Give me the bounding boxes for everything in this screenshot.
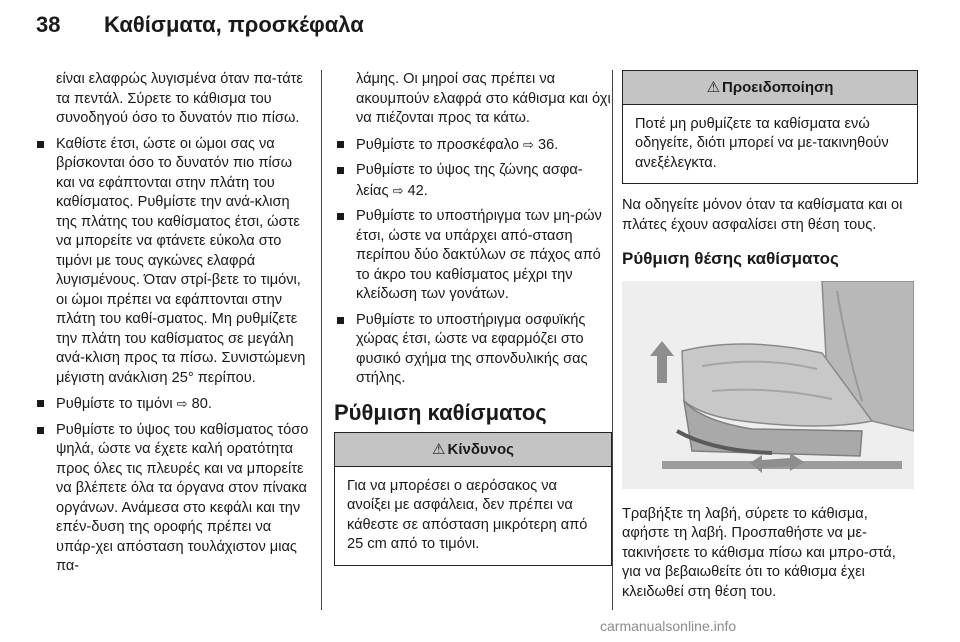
bullet-icon [337,213,344,220]
list-item-text: Καθίστε έτσι, ώστε οι ώμοι σας να βρίσκονται όσο το δυνατόν πιο πίσω και να εφάπτονται στην πλάτη του καθίσματος. Ρυθμίστε την ανά-κλιση της πλάτης του καθίσματος έτσι, ώστε να μπορείτε να φτάνετε εύκολα στο τιμόνι με τους αγκώνες ελαφρά λυγισμένους. Όταν στρί-βετε το τιμόνι, οι ώμοι πρέπει να εφάπτονται στην πλάτη του καθί-σματος. Μη ρυθμίζετε την πλάτη του καθίσματος σε μεγάλη ανά-κλιση προς τα πίσω. Συνιστώμενη μέγιστη ανάκλιση 25° περίπου. [56,135,306,386]
page-reference[interactable]: 36. [537,136,559,153]
ref-arrow-icon[interactable]: ⇨ [523,136,534,152]
list-item [34,394,312,415]
seat-diagram [622,281,914,489]
list-item-text: Ρυθμίστε το ύψος της ζώνης ασφα-λείας [356,162,583,199]
column-middle [334,70,612,576]
continued-paragraph: λάμης. Οι μηροί σας πρέπει να ακουμπούν ελαφρά στο κάθισμα και όχι να πιέζονται προς τα κάτω. [356,71,611,126]
list-item [34,135,312,389]
ref-arrow-icon[interactable]: ⇨ [392,182,404,198]
list-item-text: Ρυθμίστε το υποστήριγμα οσφυϊκής χώρας έτσι, ώστε να εφαρμόζει στο φυσικό σχήμα της σπονδυλικής σας στήλης. [356,311,588,386]
bullet-icon [37,141,44,148]
page-reference[interactable]: 80. [191,396,212,412]
section-heading: Ρύθμιση καθίσματος [334,399,547,425]
page-header [0,0,960,58]
subsection-heading: Ρύθμιση θέσης καθίσματος [622,249,839,268]
page-reference[interactable]: 42. [407,182,428,199]
paragraph: Τραβήξτε τη λαβή, σύρετε το κάθισμα, αφήστε τη λαβή. Προσπαθήστε να με-τακινήσετε το κάθισμα πίσω και μπρο-στά, για να βεβαιωθείτε ότι το κάθισμα έχει κλειδωθεί στη θέση του. [622,505,896,600]
column-right [622,70,918,608]
bullet-icon [337,317,344,324]
warning-box [622,70,918,184]
list-item [334,135,612,156]
list-item-text: Ρυθμίστε το προσκέφαλο [356,136,523,153]
list-item [334,207,612,305]
danger-title: Κίνδυνος [447,441,514,458]
list-item [34,421,312,577]
list-item-text: Ρυθμίστε το τιμόνι [56,396,177,412]
warning-title: Προειδοποίηση [722,79,834,96]
warning-triangle-icon: ⚠ [706,79,721,96]
column-left [34,70,312,583]
warning-triangle-icon: ⚠ [432,441,446,458]
danger-text: Για να μπορέσει ο αερόσακος να ανοίξει με ασφάλεια, δεν πρέπει να κάθεστε σε απόσταση μικρότερη από 25 cm από το τιμόνι. [347,477,588,552]
watermark: carmanualsonline.info [600,618,737,634]
bullet-icon [37,427,44,434]
page-title: Καθίσματα, προσκέφαλα [104,12,364,37]
danger-box-header [335,433,611,467]
warning-text: Ποτέ μη ρυθμίζετε τα καθίσματα ενώ οδηγείτε, διότι μπορεί να με-τακινηθούν ανεξέλεγκτα. [635,115,889,171]
paragraph: Να οδηγείτε μόνον όταν τα καθίσματα και οι πλάτες έχουν ασφαλίσει στη θέση τους. [622,197,903,233]
bullet-icon [37,400,44,407]
column-divider [321,70,322,610]
list-item-text: Ρυθμίστε το ύψος του καθίσματος τόσο ψηλά, ώστε να έχετε καλή ορατότητα προς όλες τις πλευρές και να μπορείτε να βλέπετε όλα τα όργανα στον πίνακα οργάνων. Ανάμεσα στο κεφάλι και την επέν-δυση της οροφής πρέπει να υπάρ-χει απόσταση τουλάχιστον μιας πα- [56,421,309,574]
list-item [334,161,612,201]
danger-box [334,432,612,566]
intro-paragraph: είναι ελαφρώς λυγισμένα όταν πα-τάτε τα πεντάλ. Σύρετε το κάθισμα του συνοδηγού όσο το δυνατόν πιο πίσω. [56,71,303,126]
ref-arrow-icon[interactable]: ⇨ [176,396,188,411]
page-number: 38 [36,12,61,37]
list-item-text: Ρυθμίστε το υποστήριγμα των μη-ρών έτσι, ώστε να υπάρχει από-σταση περίπου δύο δακτύλων σε πάχος από το άκρο του καθίσματος μέχρι την κλείδωση των γονάτων. [356,208,602,302]
warning-box-header [623,71,917,105]
list-item [334,311,612,389]
bullet-icon [337,141,344,148]
bullet-icon [337,167,344,174]
column-divider [612,70,613,610]
seat-adjustment-illustration [622,281,914,489]
